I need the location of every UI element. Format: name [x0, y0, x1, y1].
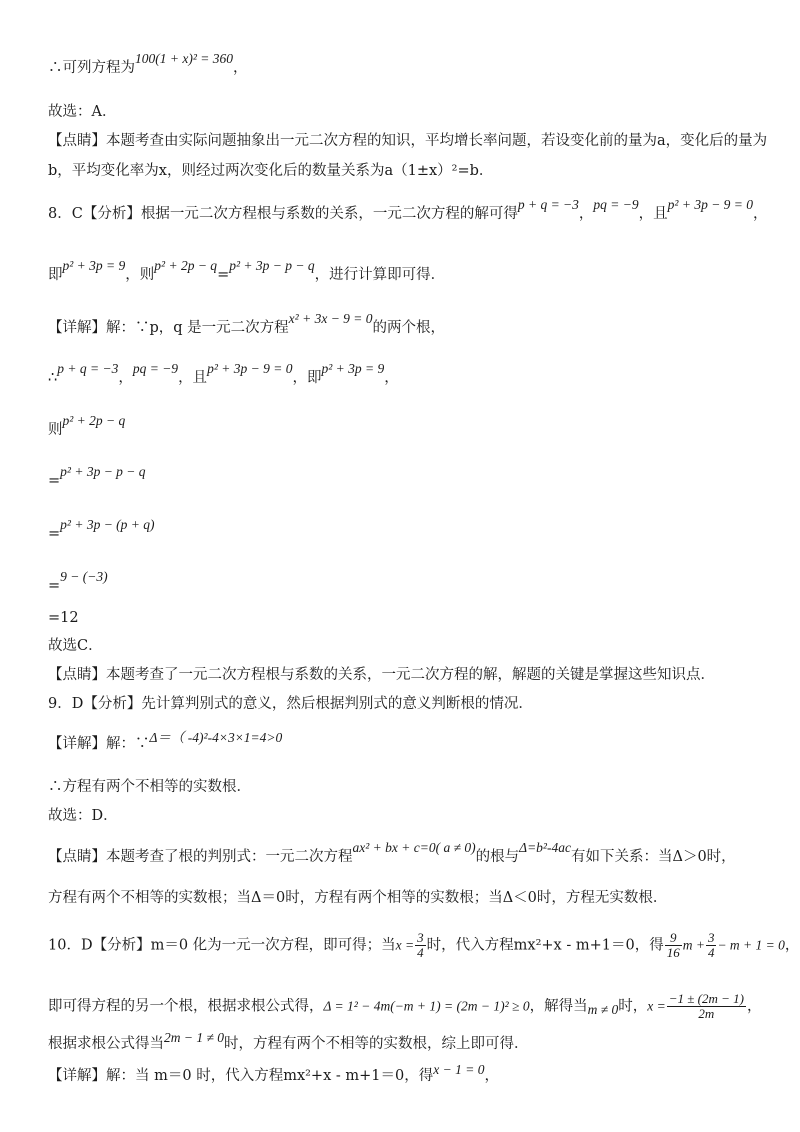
- line-q8-analysis: [48, 197, 768, 224]
- numerator: 3: [707, 930, 715, 945]
- formula: x² + 3x − 9 = 0: [288, 311, 373, 326]
- formula: 100(1 + x)² = 360: [135, 51, 234, 66]
- line-q8-remark: 【点睛】本题考查了一元二次方程根与系数的关系，一元二次方程的解，解题的关键是掌握这些知识点．: [48, 667, 715, 683]
- formula: ax² + bx + c=0( a ≠ 0): [352, 840, 476, 855]
- text: 时，: [618, 998, 648, 1015]
- formula: p + q = −3: [57, 361, 119, 376]
- line-remark-2: b，平均变化率为x，则经过两次变化后的数量关系为a（1±x）²=b．: [48, 163, 494, 179]
- formula: − m + 1 = 0: [717, 937, 785, 953]
- text: 【详解】解：∵: [48, 736, 150, 752]
- line-q9-conclusion: ∴方程有两个不相等的实数根．: [48, 779, 251, 795]
- formula: 9 − (−3): [60, 569, 108, 584]
- formula: m +: [682, 937, 705, 953]
- text: 即: [48, 267, 63, 283]
- text: =: [48, 473, 61, 489]
- text: ，: [118, 370, 133, 386]
- text: 10．D【分析】m＝0 化为一元一次方程，即可得；当: [48, 937, 396, 954]
- text: ，: [753, 206, 768, 222]
- formula: pq = −9: [593, 197, 639, 212]
- text: 时，代入方程mx²+x - m+1＝0，得: [426, 937, 664, 954]
- line-answer-a: 故选：A．: [48, 104, 117, 120]
- line-equation-setup: [48, 51, 760, 78]
- text: 的两个根，: [372, 320, 446, 336]
- line-q8-step-2: [48, 464, 760, 491]
- denominator: 4: [417, 945, 424, 960]
- text: 本题考查由实际问题抽象出一元二次方程的知识，平均增长率问题，若设变化前的量为a，变化后的量为: [106, 133, 768, 149]
- text: ，: [484, 1068, 499, 1084]
- line-answer-d: 故选：D．: [48, 808, 118, 824]
- text: ，且: [178, 370, 208, 386]
- fraction: [665, 931, 682, 960]
- line-q8-detail-1: [48, 311, 760, 338]
- formula: p² + 3p − p − q: [60, 464, 146, 479]
- text: 的根与: [475, 849, 520, 865]
- text: 则: [48, 422, 63, 438]
- text: 有如下关系：当Δ＞0时，: [570, 849, 736, 865]
- formula: Δ=b²-4ac: [519, 840, 571, 855]
- text: 8．C【分析】根据一元二次方程根与系数的关系，一元二次方程的解可得: [48, 206, 518, 222]
- fraction: [415, 931, 426, 960]
- line-q10-analysis-1: [48, 930, 800, 960]
- fraction: [706, 931, 717, 960]
- formula: 2m − 1 ≠ 0: [164, 1030, 225, 1045]
- text: ，: [784, 937, 800, 954]
- line-q8-step-3: [48, 517, 760, 544]
- denominator: 4: [707, 945, 715, 960]
- numerator: 9: [665, 931, 682, 946]
- formula: Δ＝（ -4)²-4×3×1=4>0: [149, 730, 283, 745]
- formula: x =: [395, 937, 415, 953]
- line-remark-1: [48, 131, 768, 151]
- text: ，且: [638, 206, 668, 222]
- text: =: [48, 578, 61, 594]
- text: 即可得方程的另一个根，根据求根公式得，: [48, 998, 324, 1015]
- formula: p² + 3p − 9 = 0: [667, 197, 754, 212]
- formula: p + q = −3: [517, 197, 579, 212]
- line-q8-transform: [48, 258, 760, 285]
- text: ，进行计算即可得．: [314, 267, 446, 283]
- formula: p² + 2p − q: [62, 413, 126, 428]
- line-q10-analysis-2: [48, 992, 760, 1021]
- formula: Δ = 1² − 4m(−m + 1) = (2m − 1)² ≥ 0: [323, 998, 530, 1014]
- line-q8-step-4: [48, 569, 760, 596]
- text: ，: [384, 370, 399, 386]
- line-q9-analysis: 9．D【分析】先计算判别式的意义，然后根据判别式的意义判断根的情况．: [48, 696, 533, 712]
- numerator: 3: [417, 930, 424, 945]
- formula: p² + 3p − p − q: [229, 258, 315, 273]
- fraction: [667, 992, 746, 1021]
- numerator: −1 ± (2m − 1): [668, 991, 744, 1006]
- text: =: [217, 267, 230, 283]
- formula: x − 1 = 0: [433, 1062, 485, 1077]
- line-answer-c: 故选C．: [48, 638, 103, 654]
- text: 时，方程有两个不相等的实数根，综上即可得．: [224, 1036, 529, 1052]
- formula: x =: [647, 998, 666, 1014]
- formula: p² + 3p − (p + q): [60, 517, 155, 532]
- text: ，即: [292, 370, 322, 386]
- line-q9-remark-2: 方程有两个不相等的实数根；当Δ＝0时，方程有两个相等的实数根；当Δ＜0时，方程无实数根．: [48, 890, 668, 906]
- line-q10-analysis-3: [48, 1030, 760, 1054]
- formula: p² + 2p − q: [154, 258, 218, 273]
- text: ，: [233, 60, 248, 76]
- text: 【详解】解：∵p，q 是一元二次方程: [48, 320, 289, 336]
- formula: m ≠ 0: [587, 1001, 619, 1017]
- text: ∴: [48, 370, 58, 386]
- line-q9-remark-1: [48, 840, 760, 867]
- text: =: [48, 526, 61, 542]
- line-q8-step-1: [48, 413, 760, 440]
- line-q8-result: =12: [48, 610, 79, 626]
- text: ，则: [125, 267, 155, 283]
- denominator: 2m: [698, 1006, 715, 1021]
- text: 根据求根公式得当: [48, 1036, 164, 1052]
- text: 【详解】解：当 m＝0 时，代入方程mx²+x - m+1＝0，得: [48, 1068, 434, 1084]
- line-q8-detail-2: [48, 361, 760, 388]
- text: 【点睛】本题考查了根的判别式：一元二次方程: [48, 849, 353, 865]
- formula: p² + 3p = 9: [321, 361, 385, 376]
- text: ，解得当: [529, 998, 588, 1015]
- text: ，: [746, 998, 762, 1015]
- line-q10-detail: [48, 1062, 760, 1086]
- formula: p² + 3p − 9 = 0: [207, 361, 293, 376]
- line-q9-detail: [48, 730, 760, 754]
- text: ，: [578, 206, 594, 222]
- formula: pq = −9: [132, 361, 179, 376]
- formula: p² + 3p = 9: [62, 258, 126, 273]
- remark-label: 【点睛】: [48, 133, 106, 149]
- text: ∴可列方程为: [48, 60, 135, 76]
- denominator: 16: [666, 945, 680, 960]
